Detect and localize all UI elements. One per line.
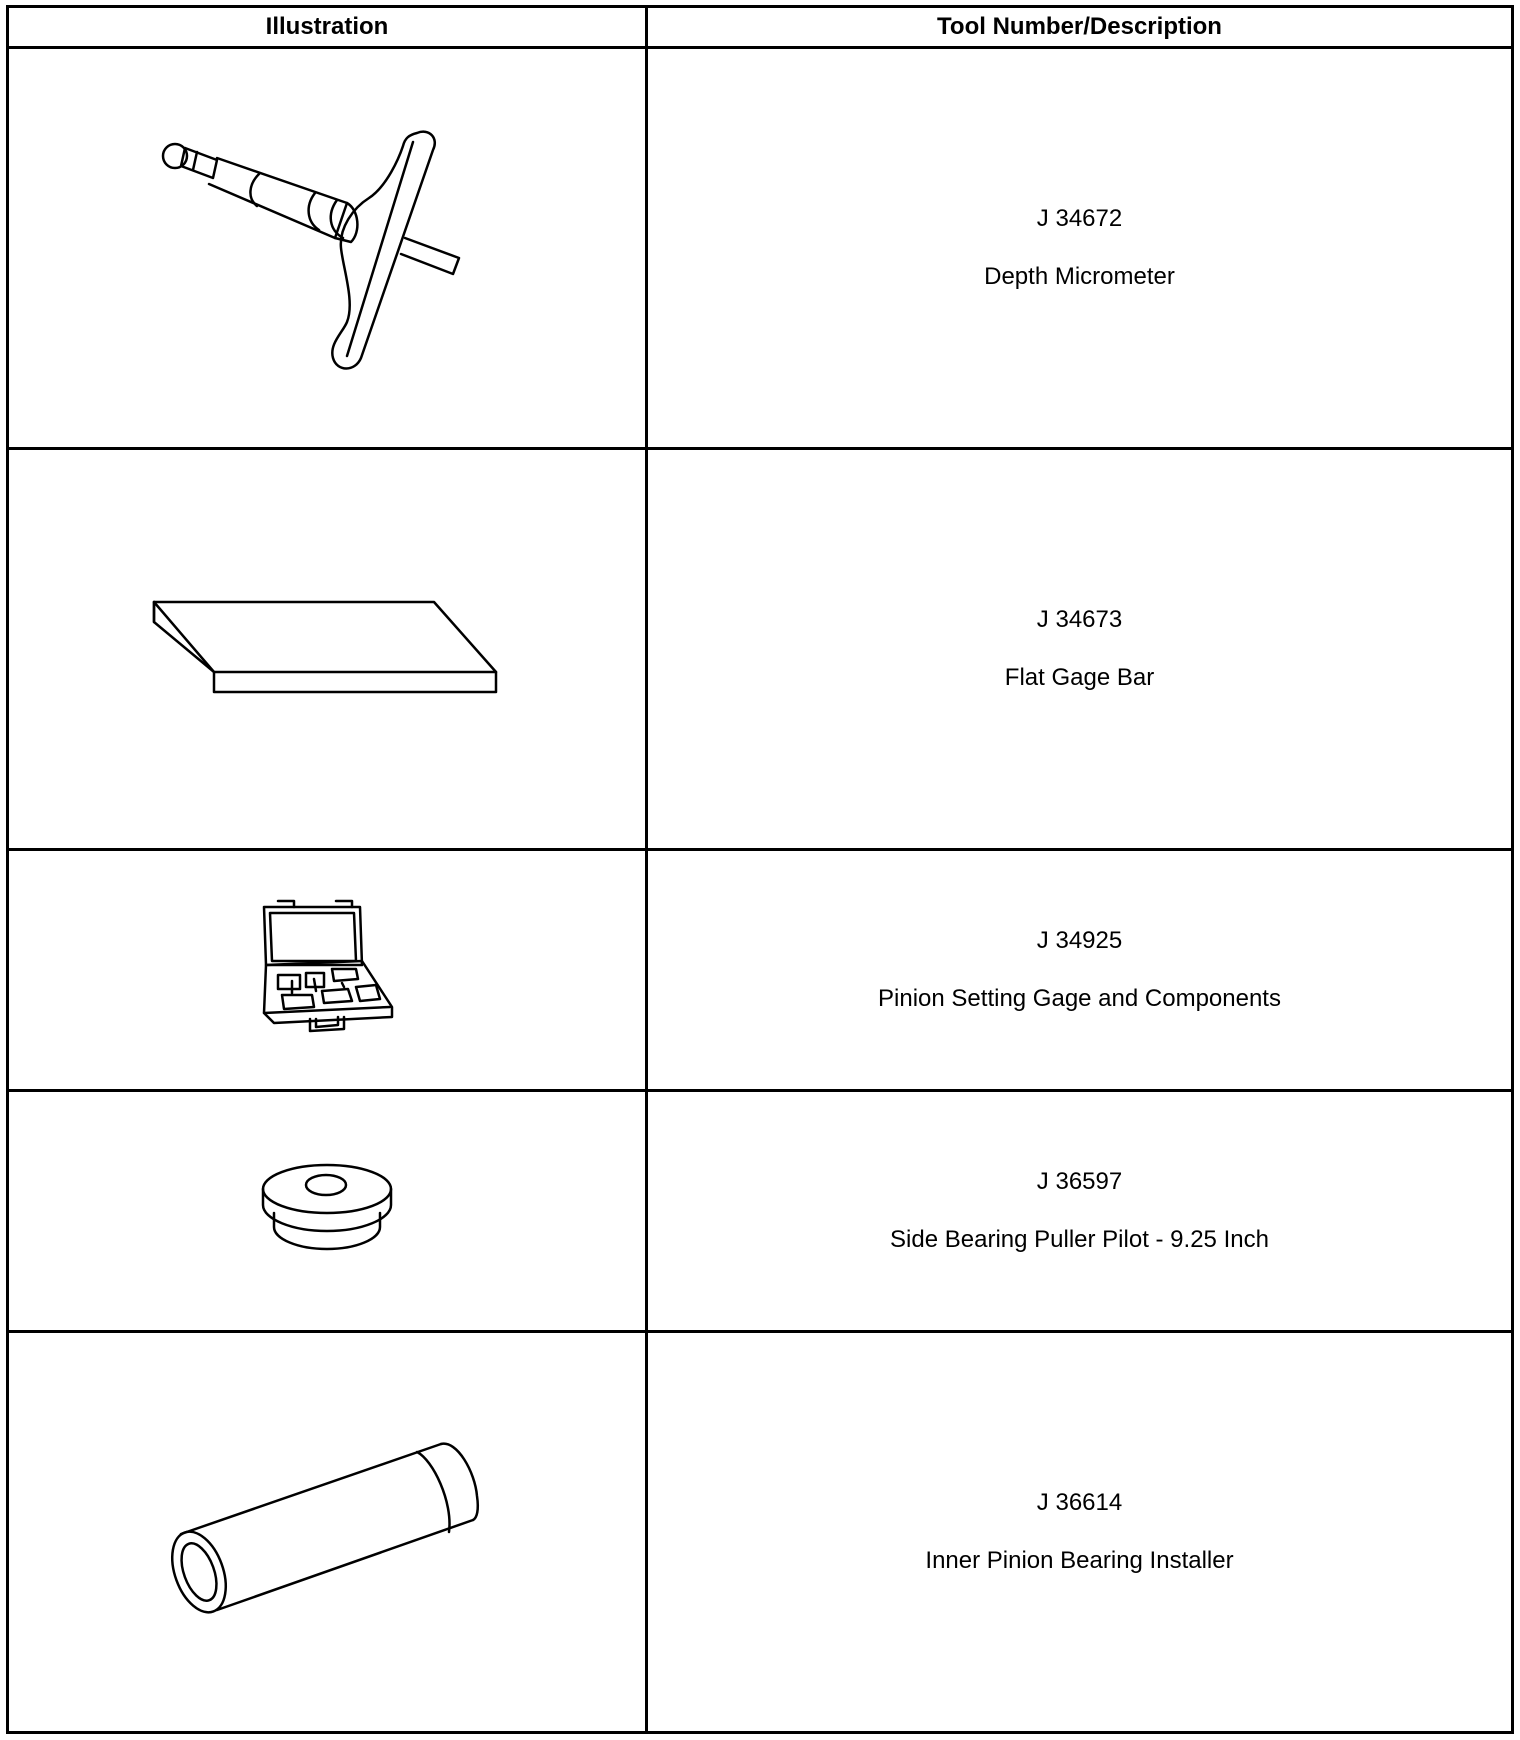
table-row [8,48,1513,449]
tool-description: Pinion Setting Gage and Components [878,985,1281,1012]
tool-description: Side Bearing Puller Pilot - 9.25 Inch [890,1226,1269,1253]
description-cell [647,48,1513,449]
table-row [8,449,1513,850]
tool-case-icon [252,895,402,1045]
illustration-cell [8,1091,647,1332]
illustration-cell [8,449,647,850]
illustration-cell [8,850,647,1091]
description-cell [647,850,1513,1091]
table-row [8,850,1513,1091]
tool-description: Flat Gage Bar [1004,664,1155,691]
table-row [8,1332,1513,1733]
tool-description: Depth Micrometer [984,263,1175,290]
table-row [8,1091,1513,1332]
depth-micrometer-icon [147,118,507,378]
illustration-cell [8,1332,647,1733]
tool-number: J 34673 [1036,606,1123,633]
description-cell [647,449,1513,850]
table-header-row [8,7,1513,48]
flat-gage-bar-icon [142,594,512,704]
special-tools-table [6,5,1514,1734]
tool-number: J 36597 [1036,1168,1123,1195]
description-cell [647,1091,1513,1332]
illustration-header: Illustration [8,7,647,48]
tool-number: J 34925 [1036,927,1123,954]
illustration-cell [8,48,647,449]
puller-pilot-icon [252,1161,402,1261]
description-cell [647,1332,1513,1733]
description-header: Tool Number/Description [647,7,1513,48]
tool-description: Inner Pinion Bearing Installer [925,1547,1234,1574]
tool-number: J 34672 [1036,205,1123,232]
tool-number: J 36614 [1036,1489,1123,1516]
bearing-installer-icon [157,1432,497,1632]
